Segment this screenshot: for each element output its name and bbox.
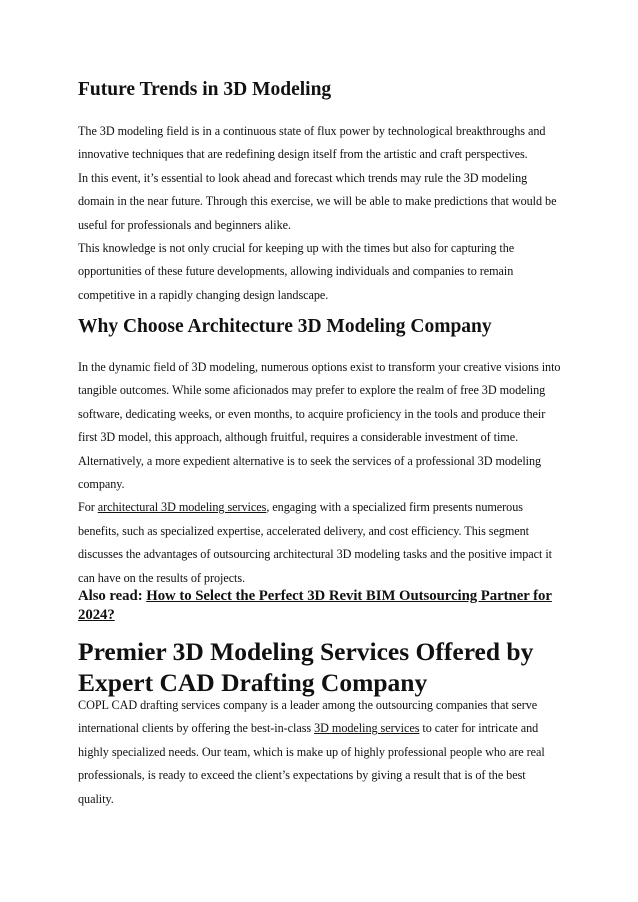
paragraph-copl [78,694,564,811]
text-suffix: to cater for intricate and highly specialized needs. Our team, which is make up of highly professional people who are real professionals, is ready to exceed the client’s expectations by giving a result that is of the best quality. [78,721,545,806]
link-3d-modeling-services[interactable]: 3D modeling services [314,721,420,736]
heading-why-choose: Why Choose Architecture 3D Modeling Company [78,316,492,337]
also-read-label: Also read: [78,588,147,604]
text-prefix: For [78,500,98,515]
heading-premier-services: Premier 3D Modeling Services Offered by Expert CAD Drafting Company [78,637,534,697]
premier-services-body [78,694,564,811]
paragraph-knowledge: This knowledge is not only crucial for keeping up with the times but also for capturing the opportunities of these future developments, allowing individuals and companies to remain competitive in a rapidly changing design landscape. [78,241,515,302]
why-choose-body [78,356,564,590]
text-prefix: COPL CAD drafting services company is a leader among the outsourcing companies that serve international clients by offering the best-in-class [78,698,538,736]
link-revit-bim-partner[interactable]: How to Select the Perfect 3D Revit BIM Outsourcing Partner for 2024? [78,588,552,623]
paragraph-architectural-services [78,496,564,590]
paragraph-flux: The 3D modeling field is in a continuous state of flux power by technological breakthroughs and innovative techniques that are redefining design itself from the artistic and craft perspectives. [78,124,546,162]
future-trends-body [78,120,564,307]
also-read [78,587,564,625]
paragraph-dynamic-field: In the dynamic field of 3D modeling, numerous options exist to transform your creative visions into tangible outcomes. While some aficionados may prefer to explore the realm of free 3D modeling software, dedicating weeks, or even months, to acquire proficiency in the tools and produce their first 3D model, this approach, although fruitful, requires a considerable investment of time. Alternatively, a more expedient alternative is to seek the services of a professional 3D modeling company. [78,360,561,492]
heading-future-trends: Future Trends in 3D Modeling [78,79,332,100]
link-architectural-3d-modeling-services[interactable]: architectural 3D modeling services [97,500,267,515]
paragraph-forecast: In this event, it’s essential to look ahead and forecast which trends may rule the 3D modeling domain in the near future. Through this exercise, we will be able to make predictions that would be useful for professionals and beginners alike. [78,170,557,232]
text-suffix: , engaging with a specialized firm presents numerous benefits, such as specialized expertise, accelerated delivery, and cost efficiency. This segment discusses the advantages of outsourcing architectural 3D modeling tasks and the positive impact it can have on the results of projects. [78,500,553,585]
